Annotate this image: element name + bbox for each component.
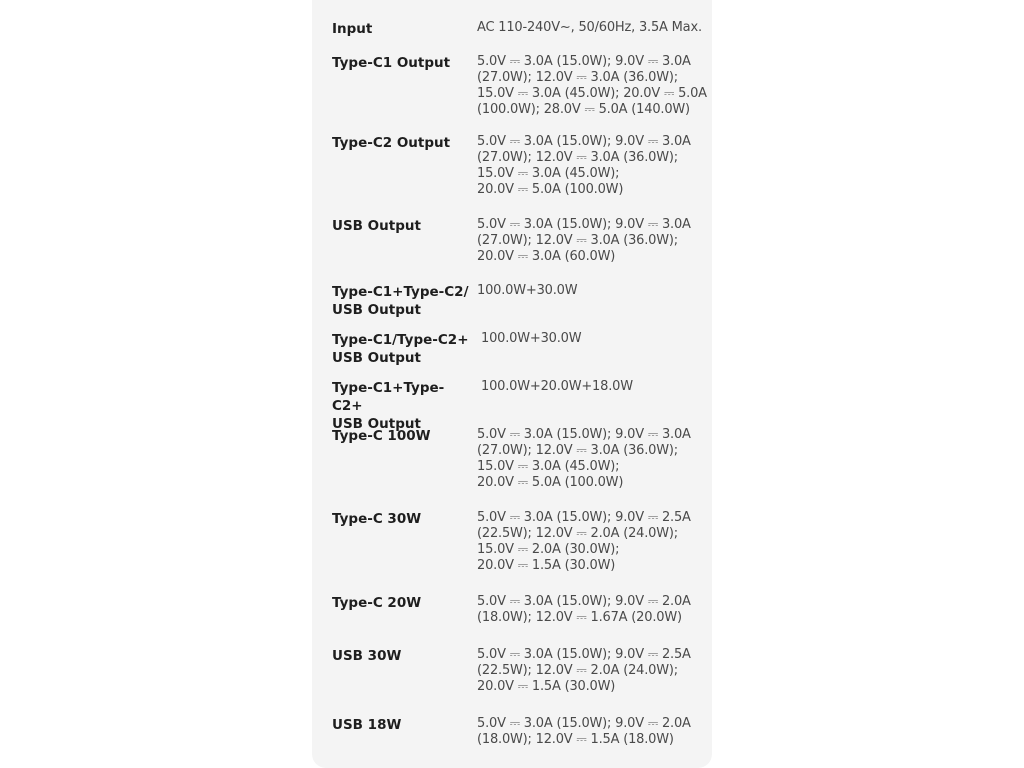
- spec-value: 100.0W+20.0W+18.0W: [481, 379, 633, 394]
- spec-value: 5.0V ⎓ 3.0A (15.0W); 9.0V ⎓ 2.5A (22.5W); 12.0V ⎓ 2.0A (24.0W); 20.0V ⎓ 1.5A (30.0W): [477, 647, 691, 694]
- spec-value: 5.0V ⎓ 3.0A (15.0W); 9.0V ⎓ 2.0A (18.0W); 12.0V ⎓ 1.67A (20.0W): [477, 594, 691, 625]
- spec-label: Type-C 100W: [332, 428, 431, 444]
- spec-label: Type-C1+Type-C2/ USB Output: [332, 284, 469, 318]
- spec-label: Type-C1/Type-C2+ USB Output: [332, 332, 469, 366]
- spec-value: 5.0V ⎓ 3.0A (15.0W); 9.0V ⎓ 2.5A (22.5W); 12.0V ⎓ 2.0A (24.0W); 15.0V ⎓ 2.0A (30.0W); 20.0V ⎓ 1.5A (30.0W): [477, 510, 691, 573]
- spec-label: Type-C1+Type-C2+ USB Output: [332, 380, 445, 432]
- spec-value: 5.0V ⎓ 3.0A (15.0W); 9.0V ⎓ 2.0A (18.0W); 12.0V ⎓ 1.5A (18.0W): [477, 716, 691, 747]
- spec-label: Input: [332, 21, 373, 37]
- spec-label: Type-C2 Output: [332, 135, 451, 151]
- spec-label: Type-C 30W: [332, 511, 422, 527]
- spec-value: 100.0W+30.0W: [481, 331, 582, 346]
- spec-value: AC 110-240V~, 50/60Hz, 3.5A Max.: [477, 20, 702, 35]
- spec-label: USB Output: [332, 218, 421, 234]
- spec-label: Type-C1 Output: [332, 55, 451, 71]
- spec-card: [312, 0, 712, 768]
- spec-value: 5.0V ⎓ 3.0A (15.0W); 9.0V ⎓ 3.0A (27.0W); 12.0V ⎓ 3.0A (36.0W); 15.0V ⎓ 3.0A (45.0W); 20.0V ⎓ 5.0A (100.0W): [477, 427, 691, 490]
- spec-label: USB 18W: [332, 717, 402, 733]
- spec-label: Type-C 20W: [332, 595, 422, 611]
- spec-label: USB 30W: [332, 648, 402, 664]
- spec-value: 5.0V ⎓ 3.0A (15.0W); 9.0V ⎓ 3.0A (27.0W); 12.0V ⎓ 3.0A (36.0W); 20.0V ⎓ 3.0A (60.0W): [477, 217, 691, 264]
- spec-value: 5.0V ⎓ 3.0A (15.0W); 9.0V ⎓ 3.0A (27.0W); 12.0V ⎓ 3.0A (36.0W); 15.0V ⎓ 3.0A (45.0W); 20.0V ⎓ 5.0A (100.0W): [477, 134, 691, 197]
- spec-value: 100.0W+30.0W: [477, 283, 578, 298]
- spec-value: 5.0V ⎓ 3.0A (15.0W); 9.0V ⎓ 3.0A (27.0W); 12.0V ⎓ 3.0A (36.0W); 15.0V ⎓ 3.0A (45.0W); 20.0V ⎓ 5.0A (100.0W); 28.0V ⎓ 5.0A (140.0W): [477, 54, 707, 117]
